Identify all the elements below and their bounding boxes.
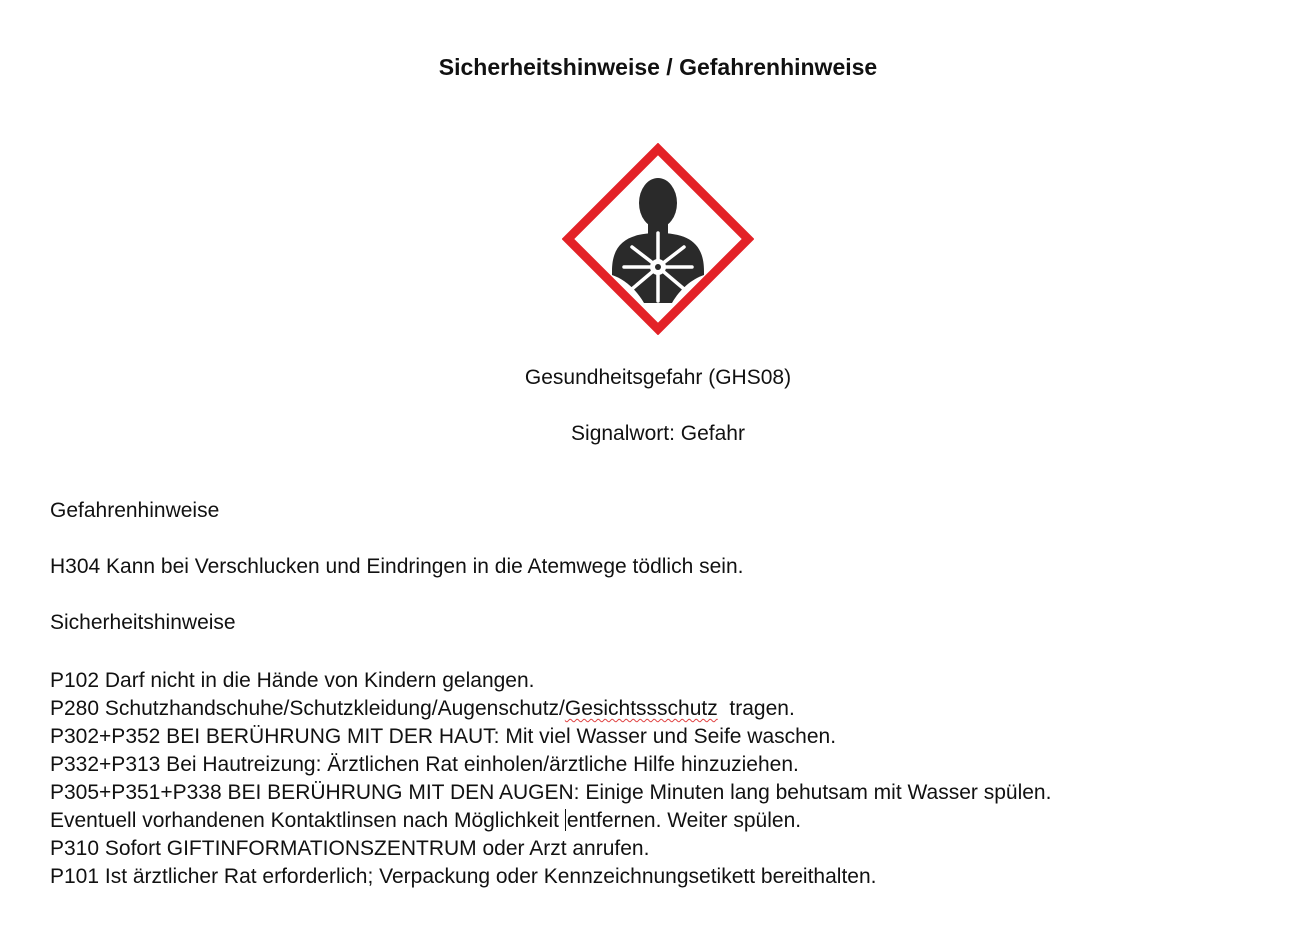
precautionary-statement-p305-continuation	[50, 807, 1051, 835]
precautionary-statement-p310: P310 Sofort GIFTINFORMATIONSZENTRUM oder Arzt anrufen.	[50, 837, 650, 860]
precautionary-statement-p101: P101 Ist ärztlicher Rat erforderlich; Verpackung oder Kennzeichnungsetikett bereithalten.	[50, 865, 877, 888]
precautionary-statement-p280	[50, 695, 1051, 723]
hazard-statements-heading: Gefahrenhinweise	[50, 499, 220, 522]
precautionary-statement-list	[50, 667, 1051, 891]
ghs08-health-hazard-icon	[562, 143, 754, 335]
text-cursor	[565, 809, 566, 831]
precautionary-statement-p302-p352: P302+P352 BEI BERÜHRUNG MIT DER HAUT: Mit viel Wasser und Seife waschen.	[50, 725, 837, 748]
hazard-name: Gesundheitsgefahr (GHS08)	[524, 366, 792, 389]
precautionary-statement-p332-p313: P332+P313 Bei Hautreizung: Ärztlichen Rat einholen/ärztliche Hilfe hinzuziehen.	[50, 753, 799, 776]
continuation-text-after: entfernen. Weiter spülen.	[566, 809, 802, 832]
precautionary-statement-p305-p351-p338: P305+P351+P338 BEI BERÜHRUNG MIT DEN AUGEN: Einige Minuten lang behutsam mit Wasser spülen.	[50, 781, 1052, 804]
document-title: Sicherheitshinweise / Gefahrenhinweise	[438, 54, 878, 80]
signal-word: Signalwort: Gefahr	[571, 422, 745, 445]
precautionary-statement-p102: P102 Darf nicht in die Hände von Kindern gelangen.	[50, 669, 535, 692]
precautionary-statements-heading: Sicherheitshinweise	[50, 611, 236, 634]
p280-suffix: tragen.	[717, 697, 795, 720]
continuation-text-before: Eventuell vorhandenen Kontaktlinsen nach Möglichkeit	[50, 809, 565, 832]
spelling-error-word[interactable]: Gesichtssschutz	[564, 697, 718, 720]
p280-text: P280 Schutzhandschuhe/Schutzkleidung/Augenschutz/	[50, 697, 565, 720]
hazard-statement-h304: H304 Kann bei Verschlucken und Eindringen in die Atemwege tödlich sein.	[50, 555, 744, 578]
